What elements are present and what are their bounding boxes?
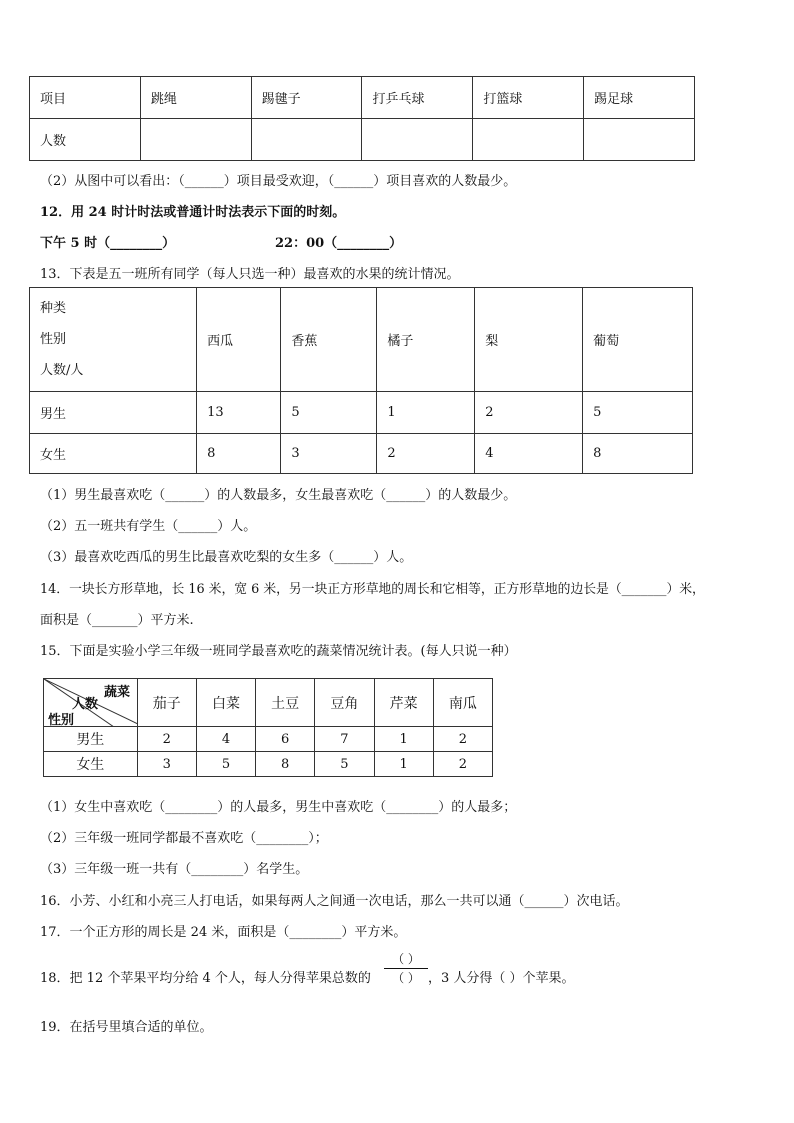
q19: 19．在括号里填合适的单位。	[40, 1020, 213, 1035]
row-label: 女生	[44, 752, 138, 777]
q18-before: 18．把 12 个苹果平均分给 4 个人，每人分得苹果总数的	[40, 971, 371, 986]
q12-title: 12．用 24 时计时法或普通计时法表示下面的时刻。	[40, 205, 346, 220]
value-cell: 5	[315, 752, 374, 777]
fraction-numerator[interactable]: （ ）	[392, 952, 420, 966]
veg-header: 茄子	[137, 679, 196, 727]
value-cell: 8	[256, 752, 315, 777]
q15-sub2: （2）三年级一班同学都最不喜欢吃（________）；	[40, 831, 328, 846]
blank-cell[interactable]	[473, 119, 584, 161]
q12-right: 22：00（________）	[275, 236, 403, 251]
fruit-header: 香蕉	[281, 288, 377, 392]
value-cell: 2	[377, 434, 475, 474]
value-cell: 4	[475, 434, 583, 474]
q15-title: 15．下面是实验小学三年级一班同学最喜欢吃的蔬菜情况统计表。(每人只说一种）	[40, 644, 517, 659]
value-cell: 1	[374, 727, 433, 752]
q14-line1: 14．一块长方形草地，长 16 米，宽 6 米，另一块正方形草地的周长和它相等，正方形草地的边长是（_______）米，	[40, 582, 705, 597]
value-cell: 2	[137, 727, 196, 752]
blank-cell[interactable]	[251, 119, 362, 161]
fraction-denominator[interactable]: （ ）	[392, 971, 420, 985]
value-cell: 4	[196, 727, 255, 752]
header-cell: 踢足球	[584, 77, 695, 119]
value-cell: 7	[315, 727, 374, 752]
value-cell: 3	[137, 752, 196, 777]
q18-after: ，3 人分得（ ）个苹果。	[428, 971, 575, 986]
row-label: 人数	[30, 119, 141, 161]
q12-left: 下午 5 时（________）	[40, 236, 176, 251]
q15-sub1: （1）女生中喜欢吃（________）的人最多，男生中喜欢吃（________）的人最多；	[40, 800, 517, 815]
header-cell: 打乒乓球	[362, 77, 473, 119]
blank-cell[interactable]	[584, 119, 695, 161]
value-cell: 8	[197, 434, 281, 474]
fruit-header: 橘子	[377, 288, 475, 392]
row-label: 女生	[30, 434, 197, 474]
veg-header: 豆角	[315, 679, 374, 727]
value-cell: 13	[197, 392, 281, 434]
header-cell: 项目	[30, 77, 141, 119]
blank-cell[interactable]	[362, 119, 473, 161]
value-cell: 1	[374, 752, 433, 777]
value-cell: 6	[256, 727, 315, 752]
header-cell: 打篮球	[473, 77, 584, 119]
header-cell: 踢毽子	[251, 77, 362, 119]
q11-sub2: （2）从图中可以看出：（______）项目最受欢迎，（______）项目喜欢的人数最少。	[40, 174, 517, 189]
corner-veg: 蔬菜	[104, 685, 131, 700]
veg-header: 土豆	[256, 679, 315, 727]
fraction-bar	[384, 968, 428, 969]
corner-gender: 性别	[48, 713, 75, 728]
q13-sub3: （3）最喜欢吃西瓜的男生比最喜欢吃梨的女生多（______）人。	[40, 550, 413, 565]
q13-sub2: （2）五一班共有学生（______）人。	[40, 519, 257, 534]
fruit-header: 西瓜	[197, 288, 281, 392]
fruit-header: 梨	[475, 288, 583, 392]
value-cell: 1	[377, 392, 475, 434]
corner-count: 人数	[72, 697, 99, 712]
row-label: 男生	[30, 392, 197, 434]
value-cell: 2	[433, 727, 492, 752]
header-cell: 跳绳	[140, 77, 251, 119]
value-cell: 2	[433, 752, 492, 777]
value-cell: 5	[583, 392, 693, 434]
q13-title: 13．下表是五一班所有同学（每人只选一种）最喜欢的水果的统计情况。	[40, 267, 460, 282]
q17: 17．一个正方形的周长是 24 米，面积是（________）平方米。	[40, 925, 407, 940]
corner-cell	[30, 288, 197, 392]
fraction	[384, 951, 428, 986]
fruit-table	[29, 287, 693, 474]
q16: 16．小芳、小红和小亮三人打电话，如果每两人之间通一次电话，那么一共可以通（______）次电话。	[40, 894, 629, 909]
fruit-header: 葡萄	[583, 288, 693, 392]
blank-cell[interactable]	[140, 119, 251, 161]
value-cell: 5	[281, 392, 377, 434]
q15-sub3: （3）三年级一班一共有（________）名学生。	[40, 862, 309, 877]
value-cell: 3	[281, 434, 377, 474]
corner-unit: 人数/人	[40, 363, 84, 378]
value-cell: 2	[475, 392, 583, 434]
veg-header: 白菜	[196, 679, 255, 727]
row-label: 男生	[44, 727, 138, 752]
corner-gender: 性别	[40, 332, 67, 347]
veg-header: 芹菜	[374, 679, 433, 727]
diagonal-corner	[44, 679, 138, 727]
q14-line2: 面积是（_______）平方米.	[40, 613, 194, 628]
corner-type: 种类	[40, 301, 67, 316]
sports-table	[29, 76, 695, 161]
vegetable-table	[43, 678, 493, 777]
q13-sub1: （1）男生最喜欢吃（______）的人数最多，女生最喜欢吃（______）的人数最少。	[40, 488, 517, 503]
value-cell: 8	[583, 434, 693, 474]
veg-header: 南瓜	[433, 679, 492, 727]
value-cell: 5	[196, 752, 255, 777]
